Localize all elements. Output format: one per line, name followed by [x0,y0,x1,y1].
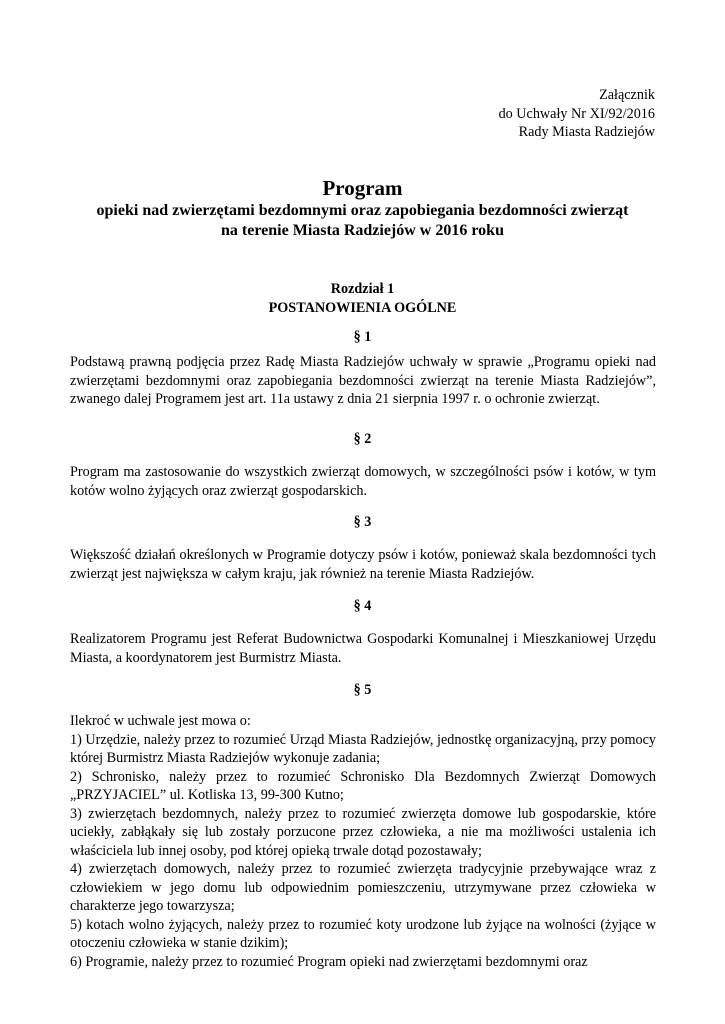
section-text-3 [70,546,656,583]
title-subtitle-line-1: opieki nad zwierzętami bezdomnymi oraz zapobiegania bezdomności zwierząt [96,202,629,219]
section-text-4 [70,630,656,667]
definition-item: 3) zwierzętach bezdomnych, należy przez to rozumieć zwierzęta domowe lub gospodarskie, które uciekły, zabłąkały się lub zostały porzucone przez człowieka, a nie ma możliwości ustalenia ich właściciela lub innej osoby, pod której opieką trwale dotąd pozostawały; [70,805,656,859]
council-name: Rady Miasta Radziejów [518,124,655,140]
definition-item: 2) Schronisko, należy przez to rozumieć Schronisko Dla Bezdomnych Zwierząt Domowych „PRZYJACIEL” ul. Kotliska 13, 99-300 Kutno; [70,768,656,803]
chapter-number: Rozdział 1 [330,281,395,297]
section-mark-3: § 3 [353,514,372,530]
definition-item: 6) Programie, należy przez to rozumieć Program opieki nad zwierzętami bezdomnymi oraz [70,953,588,970]
document-title [60,175,665,241]
section-4-body: Realizatorem Programu jest Referat Budownictwa Gospodarki Komunalnej i Mieszkaniowej Urzędu Miasta, a koordynatorem jest Burmistrz Miasta. [70,631,656,666]
section-mark-5: § 5 [353,682,372,698]
section-mark-1: § 1 [353,329,372,345]
attachment-label: Załącznik [599,87,655,103]
section-text-2 [70,463,656,500]
section-mark-2: § 2 [353,431,372,447]
title-subtitle-line-2: na terenie Miasta Radziejów w 2016 roku [221,222,504,239]
chapter-name: POSTANOWIENIA OGÓLNE [268,299,457,316]
definition-item: 4) zwierzętach domowych, należy przez to rozumieć zwierzęta tradycyjnie przebywające wraz z człowiekiem w jego domu lub odpowiednim pomieszczeniu, utrzymywane przez człowieka w charakterze jego towarzysza; [70,861,656,914]
section-mark-4: § 4 [353,598,372,614]
chapter-heading [60,280,665,317]
section-3-body: Większość działań określonych w Programie dotyczy psów i kotów, ponieważ skala bezdomności tych zwierząt jest największa w całym kraju, jak również na terenie Miasta Radziejów. [70,547,656,582]
definition-item: 5) kotach wolno żyjących, należy przez to rozumieć koty urodzone lub żyjące na wolności (żyjące w otoczeniu człowieka w stanie dzikim); [70,916,656,951]
section-text-1 [70,353,656,409]
section-1-body: Podstawą prawną podjęcia przez Radę Miasta Radziejów uchwały w sprawie „Programu opieki nad zwierzętami bezdomnymi oraz zapobiegania bezdomności zwierząt na terenie Miasta Radziejów”, zwanego dalej Programem jest art. 11a ustawy z dnia 21 sierpnia 1997 r. o ochronie zwierząt. [70,354,656,407]
attachment-header [499,86,655,142]
section-5-intro: Ilekroć w uchwale jest mowa o: [70,713,251,729]
section-text-5 [70,712,656,971]
resolution-number: do Uchwały Nr XI/92/2016 [498,105,655,122]
section-2-body: Program ma zastosowanie do wszystkich zwierząt domowych, w szczególności psów i kotów, w tym kotów wolno żyjących oraz zwierząt gospodarskich. [70,464,656,499]
definition-item: 1) Urzędzie, należy przez to rozumieć Urząd Miasta Radziejów, jednostkę organizacyjną, przy pomocy której Burmistrz Miasta Radziejów wykonuje zadania; [70,731,656,766]
title-main: Program [322,176,403,200]
